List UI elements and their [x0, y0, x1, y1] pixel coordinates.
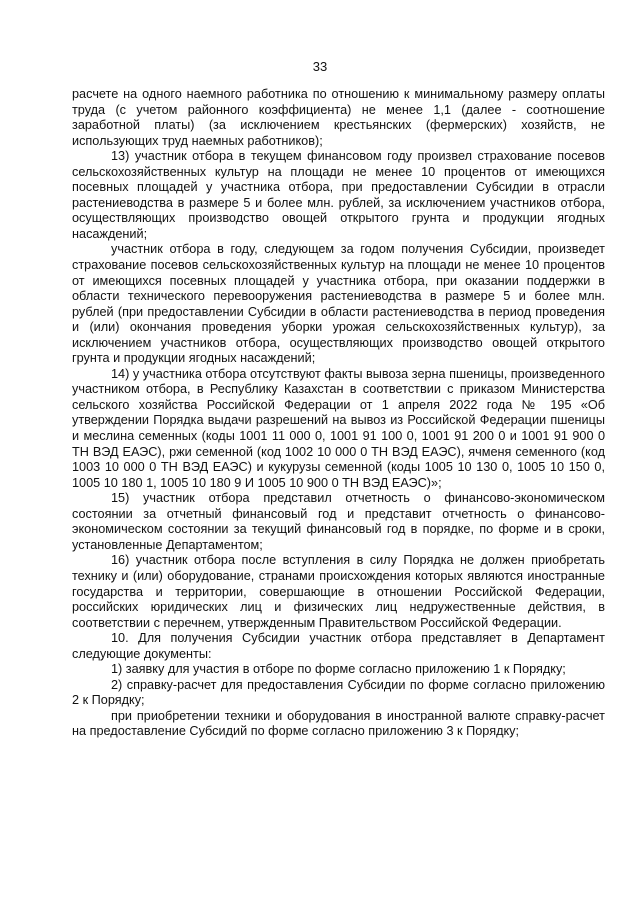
paragraph-document-1: 1) заявку для участия в отборе по форме согласно приложению 1 к Порядку;	[111, 662, 566, 677]
paragraph-item-16: 16) участник отбора после вступления в силу Порядка не должен приобретать технику и (или) оборудование, странами происхождения которых являются иностранные государства и территории, совершающие в отношении Российской Федерации, российских юридических лиц и физических лиц недружественные действия, в соответствии с перечнем, утвержденным Правительством Российской Федерации.	[72, 553, 605, 630]
paragraph-crop-insurance-next-year: участник отбора в году, следующем за годом получения Субсидии, произведет страхование посевов сельскохозяйственных культур на площади не менее 10 процентов от имеющихся посевных площадей у участника отбора, при оказании поддержки в области технического перевооружения растениеводства в размере 5 и более млн. рублей (при предоставлении Субсидии в области растениеводства в период проведения и (или) окончания проведения уборки урожая сельскохозяйственных культур), за исключением участников отбора, осуществляющих производство овощей открытого грунта и продукции ягодных насаждений;	[72, 242, 605, 366]
page-number: 33	[312, 59, 328, 74]
document-body	[72, 87, 605, 740]
paragraph-item-15: 15) участник отбора представил отчетность о финансово-экономическом состоянии за отчетный финансовый год и представит отчетность о финансово-экономическом состоянии за текущий финансовый год в порядке, по форме и в сроки, установленные Департаментом;	[72, 491, 605, 552]
paragraph-wage-ratio-continuation: расчете на одного наемного работника по отношению к минимальному размеру оплаты труда (с учетом районного коэффициента) не менее 1,1 (далее - соотношение заработной платы) (за исключением крестьянских (фермерских) хозяйств, не использующих труд наемных работников);	[72, 87, 605, 148]
paragraph-section-10: 10. Для получения Субсидии участник отбора представляет в Департамент следующие документы:	[72, 631, 605, 661]
paragraph-document-2: 2) справку-расчет для предоставления Субсидии по форме согласно приложению 2 к Порядку;	[72, 677, 605, 708]
paragraph-foreign-currency-note: при приобретении техники и оборудования в иностранной валюте справку-расчет на предоставление Субсидий по форме согласно приложению 3 к Порядку;	[72, 708, 605, 739]
paragraph-item-13: 13) участник отбора в текущем финансовом году произвел страхование посевов сельскохозяйственных культур на площади не менее 10 процентов от имеющихся посевных площадей у участника отбора, при предоставлении Субсидии в отрасли растениеводства в размере 5 и более млн. рублей, за исключением участников отбора, осуществляющих производство овощей открытого грунта и продукции ягодных насаждений;	[72, 149, 605, 241]
paragraph-item-14: 14) у участника отбора отсутствуют факты вывоза зерна пшеницы, произведенного участником отбора, в Республику Казахстан в соответствии с приказом Министерства сельского хозяйства Российской Федерации от 1 апреля 2022 года № 195 «Об утверждении Порядка выдачи разрешений на вывоз из Российской Федерации пшеницы и меслина семенных (коды 1001 11 000 0, 1001 91 100 0, 1001 91 200 0 и 1001 91 900 0 ТН ВЭД ЕАЭС), ржи семенной (код 1002 10 000 0 ТН ВЭД ЕАЭС), ячменя семенного (код 1003 10 000 0 ТН ВЭД ЕАЭС) и кукурузы семенной (коды 1005 10 130 0, 1005 10 150 0, 1005 10 180 1, 1005 10 180 9 И 1005 10 900 0 ТН ВЭД ЕАЭС)»;	[72, 366, 605, 490]
